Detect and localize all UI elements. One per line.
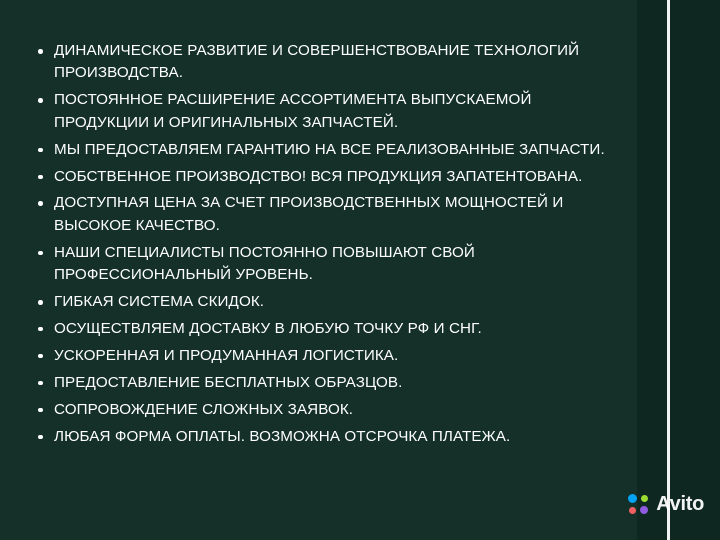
list-item: МЫ ПРЕДОСТАВЛЯЕМ ГАРАНТИЮ НА ВСЕ РЕАЛИЗОВАННЫЕ ЗАПЧАСТИ. bbox=[30, 139, 620, 161]
right-decorative-band bbox=[637, 0, 720, 540]
avito-watermark bbox=[628, 493, 704, 516]
list-item: НАШИ СПЕЦИАЛИСТЫ ПОСТОЯННО ПОВЫШАЮТ СВОЙ ПРОФЕССИОНАЛЬНЫЙ УРОВЕНЬ. bbox=[30, 242, 620, 287]
vertical-accent-line bbox=[667, 0, 670, 540]
list-item: ДОСТУПНАЯ ЦЕНА ЗА СЧЕТ ПРОИЗВОДСТВЕННЫХ МОЩНОСТЕЙ И ВЫСОКОЕ КАЧЕСТВО. bbox=[30, 192, 620, 237]
watermark-label: Avito bbox=[656, 493, 704, 515]
avito-dots-icon bbox=[628, 494, 650, 516]
list-item: ЛЮБАЯ ФОРМА ОПЛАТЫ. ВОЗМОЖНА ОТСРОЧКА ПЛАТЕЖА. bbox=[30, 426, 620, 448]
list-item: ГИБКАЯ СИСТЕМА СКИДОК. bbox=[30, 291, 620, 313]
list-item: СОБСТВЕННОЕ ПРОИЗВОДСТВО! ВСЯ ПРОДУКЦИЯ ЗАПАТЕНТОВАНА. bbox=[30, 166, 620, 188]
list-item: ОСУЩЕСТВЛЯЕМ ДОСТАВКУ В ЛЮБУЮ ТОЧКУ РФ И СНГ. bbox=[30, 318, 620, 340]
benefits-list bbox=[30, 40, 620, 448]
list-item: ПОСТОЯННОЕ РАСШИРЕНИЕ АССОРТИМЕНТА ВЫПУСКАЕМОЙ ПРОДУКЦИИ И ОРИГИНАЛЬНЫХ ЗАПЧАСТЕЙ. bbox=[30, 89, 620, 134]
list-item: ДИНАМИЧЕСКОЕ РАЗВИТИЕ И СОВЕРШЕНСТВОВАНИЕ ТЕХНОЛОГИЙ ПРОИЗВОДСТВА. bbox=[30, 40, 620, 85]
list-item: УСКОРЕННАЯ И ПРОДУМАННАЯ ЛОГИСТИКА. bbox=[30, 345, 620, 367]
bullet-content bbox=[30, 40, 620, 453]
list-item: СОПРОВОЖДЕНИЕ СЛОЖНЫХ ЗАЯВОК. bbox=[30, 399, 620, 421]
list-item: ПРЕДОСТАВЛЕНИЕ БЕСПЛАТНЫХ ОБРАЗЦОВ. bbox=[30, 372, 620, 394]
